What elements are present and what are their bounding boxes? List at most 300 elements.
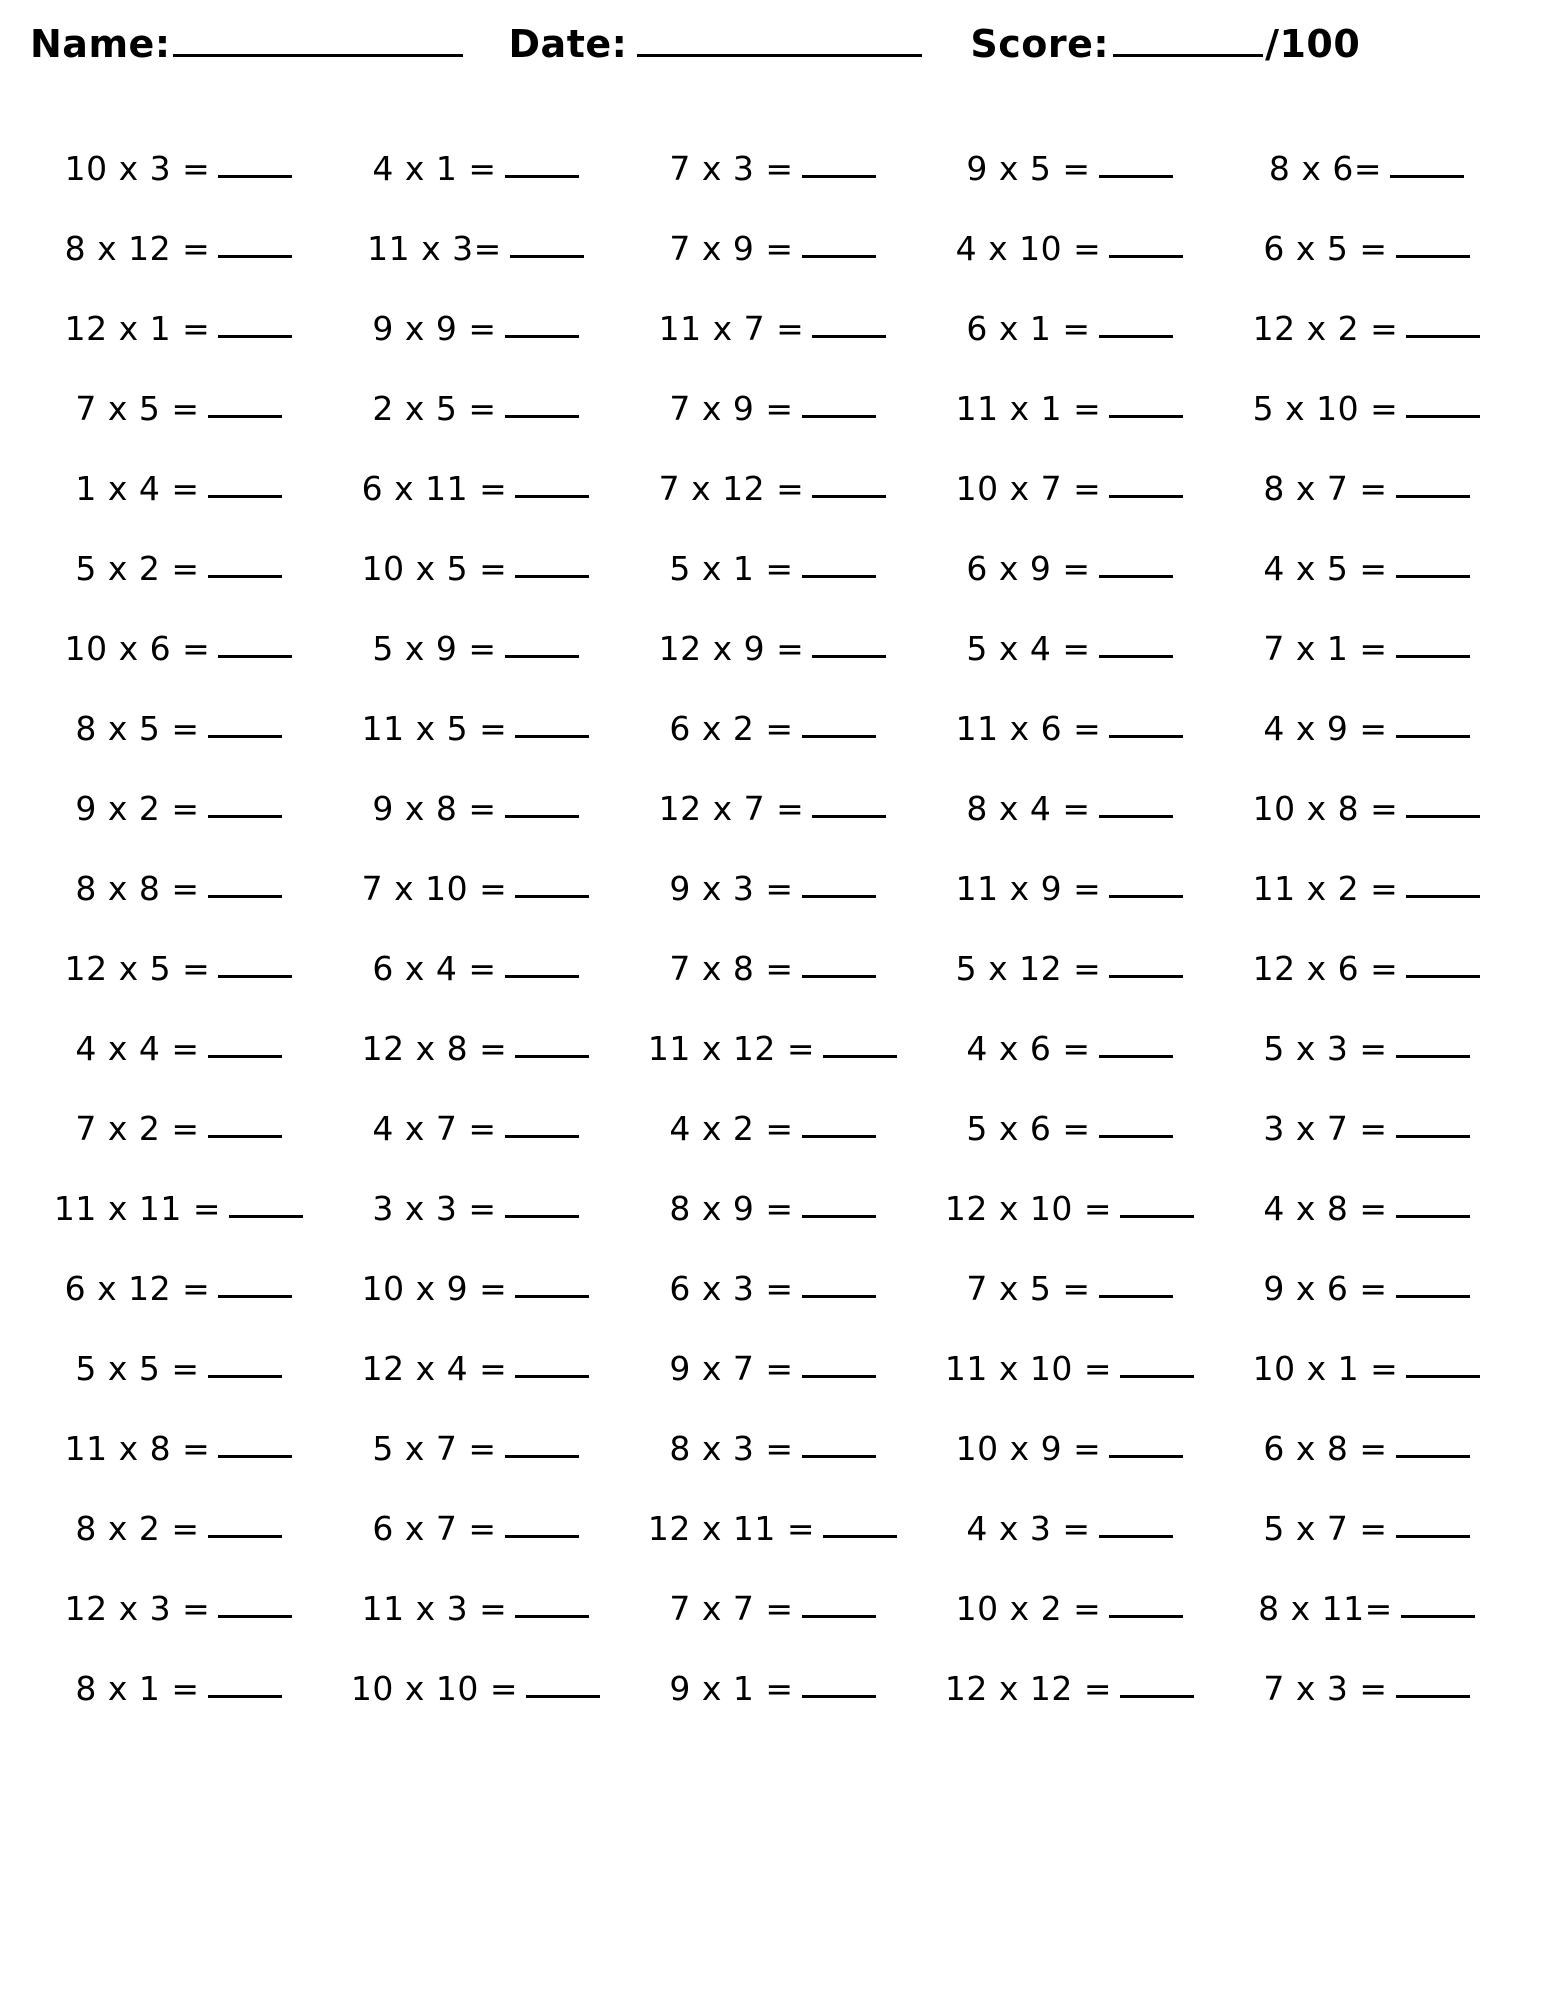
problem-expression: 9 x 1 = <box>669 1668 794 1708</box>
problem-expression: 6 x 2 = <box>669 708 794 748</box>
problem <box>669 149 875 188</box>
answer-line[interactable] <box>208 1054 282 1058</box>
problem-expression: 5 x 2 = <box>75 548 200 588</box>
answer-line[interactable] <box>1109 494 1183 498</box>
problem <box>75 709 281 748</box>
answer-line[interactable] <box>1390 174 1464 178</box>
problem-expression: 6 x 12 = <box>64 1268 211 1308</box>
problem <box>1263 229 1469 268</box>
problem-expression: 5 x 9 = <box>372 628 497 668</box>
answer-line[interactable] <box>1099 654 1173 658</box>
problem-cell <box>1218 1088 1515 1168</box>
problem-expression: 8 x 8 = <box>75 868 200 908</box>
problem-expression: 9 x 9 = <box>372 308 497 348</box>
problem-expression: 10 x 1 = <box>1252 1348 1399 1388</box>
problem <box>966 309 1172 348</box>
problem-cell <box>624 1568 921 1648</box>
problem-expression: 7 x 3 = <box>669 148 794 188</box>
problem <box>669 1189 875 1228</box>
problem-cell <box>327 528 624 608</box>
problem <box>75 1669 281 1708</box>
answer-line[interactable] <box>218 654 292 658</box>
problem-expression: 5 x 7 = <box>372 1428 497 1468</box>
problem <box>956 389 1184 428</box>
answer-line[interactable] <box>802 414 876 418</box>
problem-expression: 11 x 8 = <box>64 1428 211 1468</box>
problem <box>75 789 281 828</box>
problem-expression: 8 x 6= <box>1268 148 1383 188</box>
problem-cell <box>1218 448 1515 528</box>
answer-line[interactable] <box>218 1294 292 1298</box>
problem-expression: 1 x 4 = <box>75 468 200 508</box>
problem <box>372 1429 578 1468</box>
problem <box>1253 789 1481 828</box>
answer-line[interactable] <box>1396 654 1470 658</box>
problem-cell <box>327 1568 624 1648</box>
answer-line[interactable] <box>208 574 282 578</box>
problem-expression: 8 x 11= <box>1258 1588 1393 1628</box>
problem-cell <box>1218 288 1515 368</box>
answer-line[interactable] <box>1396 1694 1470 1698</box>
answer-line[interactable] <box>1109 1614 1183 1618</box>
problem-cell <box>30 1008 327 1088</box>
answer-line[interactable] <box>515 1374 589 1378</box>
answer-line[interactable] <box>505 1454 579 1458</box>
problem <box>362 549 590 588</box>
problem-cell <box>624 608 921 688</box>
answer-line[interactable] <box>1109 734 1183 738</box>
problem-cell <box>30 1408 327 1488</box>
problem <box>1263 629 1469 668</box>
problem-expression: 6 x 4 = <box>372 948 497 988</box>
problem-cell <box>327 1328 624 1408</box>
problem-expression: 12 x 9 = <box>658 628 805 668</box>
problem-expression: 10 x 8 = <box>1252 788 1399 828</box>
problem-expression: 4 x 6 = <box>966 1028 1091 1068</box>
problem-expression: 4 x 8 = <box>1263 1188 1388 1228</box>
problem <box>966 549 1172 588</box>
problem-expression: 12 x 12 = <box>944 1668 1113 1708</box>
problem <box>945 1669 1194 1708</box>
problem-cell <box>1218 1408 1515 1488</box>
problem-cell <box>1218 1008 1515 1088</box>
answer-line[interactable] <box>515 1614 589 1618</box>
problem-cell <box>921 1648 1218 1728</box>
problem <box>351 1669 600 1708</box>
answer-line[interactable] <box>218 1614 292 1618</box>
answer-line[interactable] <box>218 334 292 338</box>
score-total-label: /100 <box>1265 22 1361 66</box>
problem <box>75 1509 281 1548</box>
problem-expression: 9 x 6 = <box>1263 1268 1388 1308</box>
score-field[interactable] <box>970 22 1360 66</box>
problem-expression: 10 x 9 = <box>955 1428 1102 1468</box>
answer-line[interactable] <box>1406 894 1480 898</box>
problem-cell <box>30 528 327 608</box>
answer-line[interactable] <box>1406 414 1480 418</box>
problem <box>956 1429 1184 1468</box>
answer-line[interactable] <box>802 1694 876 1698</box>
problem-expression: 5 x 7 = <box>1263 1508 1388 1548</box>
problem-cell <box>624 1248 921 1328</box>
problem <box>1263 709 1469 748</box>
answer-line[interactable] <box>1099 1134 1173 1138</box>
problem-cell <box>921 848 1218 928</box>
answer-line[interactable] <box>1406 814 1480 818</box>
problem <box>648 1029 897 1068</box>
problem <box>966 149 1172 188</box>
problem-expression: 12 x 5 = <box>64 948 211 988</box>
answer-line[interactable] <box>1099 334 1173 338</box>
problem-cell <box>327 1008 624 1088</box>
problem-expression: 5 x 4 = <box>966 628 1091 668</box>
problem-cell <box>327 448 624 528</box>
answer-line[interactable] <box>1120 1374 1194 1378</box>
problem-cell <box>921 528 1218 608</box>
answer-line[interactable] <box>505 654 579 658</box>
answer-line[interactable] <box>823 1534 897 1538</box>
problem-expression: 12 x 8 = <box>361 1028 508 1068</box>
answer-line[interactable] <box>1396 254 1470 258</box>
answer-line[interactable] <box>505 414 579 418</box>
answer-line[interactable] <box>505 334 579 338</box>
problem-expression: 7 x 5 = <box>75 388 200 428</box>
answer-line[interactable] <box>505 974 579 978</box>
problem-expression: 6 x 5 = <box>1263 228 1388 268</box>
answer-line[interactable] <box>1109 974 1183 978</box>
problem <box>54 1189 303 1228</box>
problem <box>966 629 1172 668</box>
answer-line[interactable] <box>1109 1454 1183 1458</box>
answer-line[interactable] <box>515 1294 589 1298</box>
answer-line[interactable] <box>823 1054 897 1058</box>
problem <box>669 1269 875 1308</box>
problem <box>372 1109 578 1148</box>
problem-cell <box>1218 688 1515 768</box>
answer-line[interactable] <box>1396 574 1470 578</box>
problem-expression: 9 x 8 = <box>372 788 497 828</box>
answer-line[interactable] <box>1396 1294 1470 1298</box>
problem-cell <box>327 608 624 688</box>
answer-line[interactable] <box>218 974 292 978</box>
problem-cell <box>624 368 921 448</box>
problem-expression: 8 x 1 = <box>75 1668 200 1708</box>
answer-line[interactable] <box>802 1454 876 1458</box>
answer-line[interactable] <box>1406 974 1480 978</box>
problem <box>669 1349 875 1388</box>
answer-line[interactable] <box>812 494 886 498</box>
problem-expression: 6 x 3 = <box>669 1268 794 1308</box>
date-field[interactable] <box>509 22 923 66</box>
answer-line[interactable] <box>812 814 886 818</box>
problem <box>1253 949 1481 988</box>
problem-expression: 6 x 11 = <box>361 468 508 508</box>
problem-cell <box>1218 608 1515 688</box>
problem-cell <box>327 288 624 368</box>
problem-expression: 8 x 5 = <box>75 708 200 748</box>
answer-line[interactable] <box>218 1454 292 1458</box>
answer-line[interactable] <box>1396 494 1470 498</box>
problem-cell <box>624 688 921 768</box>
answer-line[interactable] <box>208 734 282 738</box>
answer-line[interactable] <box>515 494 589 498</box>
problem-cell <box>624 928 921 1008</box>
answer-line[interactable] <box>802 734 876 738</box>
answer-line[interactable] <box>208 414 282 418</box>
problem <box>362 869 590 908</box>
problem <box>75 869 281 908</box>
problem <box>1263 1509 1469 1548</box>
answer-line[interactable] <box>515 1054 589 1058</box>
answer-line[interactable] <box>208 1134 282 1138</box>
problem-expression: 4 x 1 = <box>372 148 497 188</box>
answer-line[interactable] <box>208 1694 282 1698</box>
problem <box>362 469 590 508</box>
problem-expression: 5 x 3 = <box>1263 1028 1388 1068</box>
problem-expression: 11 x 3= <box>367 228 502 268</box>
problem <box>648 1509 897 1548</box>
answer-line[interactable] <box>1099 1054 1173 1058</box>
problem <box>1263 1429 1469 1468</box>
problem-cell <box>921 608 1218 688</box>
problem <box>1253 389 1481 428</box>
problem-expression: 5 x 1 = <box>669 548 794 588</box>
problem <box>65 149 293 188</box>
answer-line[interactable] <box>802 574 876 578</box>
score-label: Score: <box>970 22 1110 66</box>
answer-line[interactable] <box>208 1374 282 1378</box>
problem-cell <box>624 1008 921 1088</box>
problem <box>945 1349 1194 1388</box>
problem <box>956 229 1184 268</box>
problem-cell <box>1218 368 1515 448</box>
problem <box>362 1589 590 1628</box>
problem-cell <box>624 128 921 208</box>
problem <box>669 709 875 748</box>
answer-line[interactable] <box>1099 174 1173 178</box>
problem <box>966 789 1172 828</box>
answer-line[interactable] <box>1401 1614 1475 1618</box>
problem-cell <box>624 208 921 288</box>
problem-cell <box>1218 928 1515 1008</box>
problem-cell <box>624 1648 921 1728</box>
problem-expression: 8 x 2 = <box>75 1508 200 1548</box>
name-label: Name: <box>30 22 171 66</box>
problem <box>1253 869 1481 908</box>
answer-line[interactable] <box>1120 1694 1194 1698</box>
answer-line[interactable] <box>1396 1214 1470 1218</box>
answer-line[interactable] <box>802 1374 876 1378</box>
problem-grid <box>30 128 1515 1728</box>
problem <box>1263 1109 1469 1148</box>
problem-expression: 12 x 1 = <box>64 308 211 348</box>
problem-cell <box>30 1328 327 1408</box>
problem <box>75 469 281 508</box>
problem <box>65 309 293 348</box>
problem-expression: 12 x 2 = <box>1252 308 1399 348</box>
answer-line[interactable] <box>802 174 876 178</box>
problem-expression: 12 x 7 = <box>658 788 805 828</box>
problem-expression: 10 x 3 = <box>64 148 211 188</box>
problem-cell <box>624 1408 921 1488</box>
name-field[interactable] <box>30 22 463 66</box>
problem <box>1263 1269 1469 1308</box>
problem-cell <box>1218 128 1515 208</box>
problem-expression: 4 x 4 = <box>75 1028 200 1068</box>
problem-expression: 11 x 10 = <box>944 1348 1113 1388</box>
problem-cell <box>30 448 327 528</box>
problem-expression: 11 x 1 = <box>955 388 1102 428</box>
answer-line[interactable] <box>505 814 579 818</box>
problem <box>669 1429 875 1468</box>
problem-cell <box>1218 208 1515 288</box>
problem-expression: 4 x 9 = <box>1263 708 1388 748</box>
answer-line[interactable] <box>218 254 292 258</box>
answer-line[interactable] <box>1120 1214 1194 1218</box>
problem <box>956 1589 1184 1628</box>
answer-line[interactable] <box>208 894 282 898</box>
answer-line[interactable] <box>1099 1294 1173 1298</box>
answer-line[interactable] <box>229 1214 303 1218</box>
problem-expression: 6 x 9 = <box>966 548 1091 588</box>
problem-cell <box>921 368 1218 448</box>
problem-cell <box>30 688 327 768</box>
problem-cell <box>327 1488 624 1568</box>
problem-expression: 12 x 11 = <box>647 1508 816 1548</box>
answer-line[interactable] <box>812 334 886 338</box>
problem <box>65 1429 293 1468</box>
answer-line[interactable] <box>1396 1454 1470 1458</box>
score-input-line[interactable] <box>1113 53 1263 57</box>
problem-cell <box>921 1168 1218 1248</box>
answer-line[interactable] <box>1406 1374 1480 1378</box>
problem-expression: 9 x 2 = <box>75 788 200 828</box>
answer-line[interactable] <box>515 894 589 898</box>
answer-line[interactable] <box>526 1694 600 1698</box>
answer-line[interactable] <box>505 1534 579 1538</box>
answer-line[interactable] <box>802 974 876 978</box>
problem-expression: 6 x 7 = <box>372 1508 497 1548</box>
problem-cell <box>921 1088 1218 1168</box>
problem-expression: 9 x 3 = <box>669 868 794 908</box>
problem-expression: 6 x 8 = <box>1263 1428 1388 1468</box>
problem <box>659 309 887 348</box>
problem-expression: 8 x 7 = <box>1263 468 1388 508</box>
answer-line[interactable] <box>802 1214 876 1218</box>
problem <box>956 469 1184 508</box>
problem-expression: 5 x 12 = <box>955 948 1102 988</box>
problem-cell <box>30 1568 327 1648</box>
answer-line[interactable] <box>802 894 876 898</box>
answer-line[interactable] <box>802 254 876 258</box>
problem <box>956 709 1184 748</box>
answer-line[interactable] <box>510 254 584 258</box>
answer-line[interactable] <box>218 174 292 178</box>
problem-expression: 12 x 3 = <box>64 1588 211 1628</box>
answer-line[interactable] <box>515 574 589 578</box>
name-input-line[interactable] <box>173 53 463 57</box>
answer-line[interactable] <box>1406 334 1480 338</box>
problem-cell <box>624 1168 921 1248</box>
answer-line[interactable] <box>1396 1534 1470 1538</box>
problem-cell <box>1218 1168 1515 1248</box>
answer-line[interactable] <box>505 174 579 178</box>
problem-cell <box>624 1328 921 1408</box>
problem <box>75 1029 281 1068</box>
answer-line[interactable] <box>505 1214 579 1218</box>
problem <box>966 1509 1172 1548</box>
problem <box>669 1589 875 1628</box>
problem-expression: 7 x 9 = <box>669 228 794 268</box>
problem-cell <box>30 1648 327 1728</box>
date-input-line[interactable] <box>637 53 922 57</box>
answer-line[interactable] <box>515 734 589 738</box>
answer-line[interactable] <box>1099 814 1173 818</box>
answer-line[interactable] <box>1099 574 1173 578</box>
answer-line[interactable] <box>208 1534 282 1538</box>
problem-cell <box>30 1088 327 1168</box>
problem-expression: 10 x 6 = <box>64 628 211 668</box>
problem-cell <box>624 528 921 608</box>
problem <box>1269 149 1464 188</box>
problem-cell <box>624 768 921 848</box>
problem-expression: 12 x 4 = <box>361 1348 508 1388</box>
problem <box>1263 1669 1469 1708</box>
problem <box>1263 1189 1469 1228</box>
problem-expression: 10 x 9 = <box>361 1268 508 1308</box>
answer-line[interactable] <box>1109 414 1183 418</box>
problem-expression: 3 x 7 = <box>1263 1108 1388 1148</box>
problem-cell <box>327 1648 624 1728</box>
problem <box>669 1669 875 1708</box>
problem <box>956 949 1184 988</box>
problem <box>362 1349 590 1388</box>
problem-cell <box>327 1408 624 1488</box>
answer-line[interactable] <box>812 654 886 658</box>
problem <box>75 1109 281 1148</box>
problem <box>669 389 875 428</box>
problem <box>669 229 875 268</box>
answer-line[interactable] <box>802 1614 876 1618</box>
problem-expression: 4 x 5 = <box>1263 548 1388 588</box>
problem-expression: 11 x 3 = <box>361 1588 508 1628</box>
problem <box>65 229 293 268</box>
problem <box>1263 549 1469 588</box>
answer-line[interactable] <box>1396 1134 1470 1138</box>
answer-line[interactable] <box>1109 254 1183 258</box>
answer-line[interactable] <box>802 1294 876 1298</box>
problem-cell <box>921 688 1218 768</box>
problem-cell <box>624 288 921 368</box>
answer-line[interactable] <box>1396 1054 1470 1058</box>
problem-expression: 4 x 7 = <box>372 1108 497 1148</box>
problem <box>1263 1029 1469 1068</box>
answer-line[interactable] <box>1099 1534 1173 1538</box>
answer-line[interactable] <box>1396 734 1470 738</box>
problem-cell <box>624 1088 921 1168</box>
answer-line[interactable] <box>208 494 282 498</box>
problem <box>966 1109 1172 1148</box>
problem-cell <box>327 208 624 288</box>
problem <box>367 229 584 268</box>
answer-line[interactable] <box>802 1134 876 1138</box>
answer-line[interactable] <box>505 1134 579 1138</box>
problem-expression: 4 x 10 = <box>955 228 1102 268</box>
answer-line[interactable] <box>208 814 282 818</box>
problem-cell <box>1218 848 1515 928</box>
answer-line[interactable] <box>1109 894 1183 898</box>
date-label: Date: <box>508 22 628 66</box>
